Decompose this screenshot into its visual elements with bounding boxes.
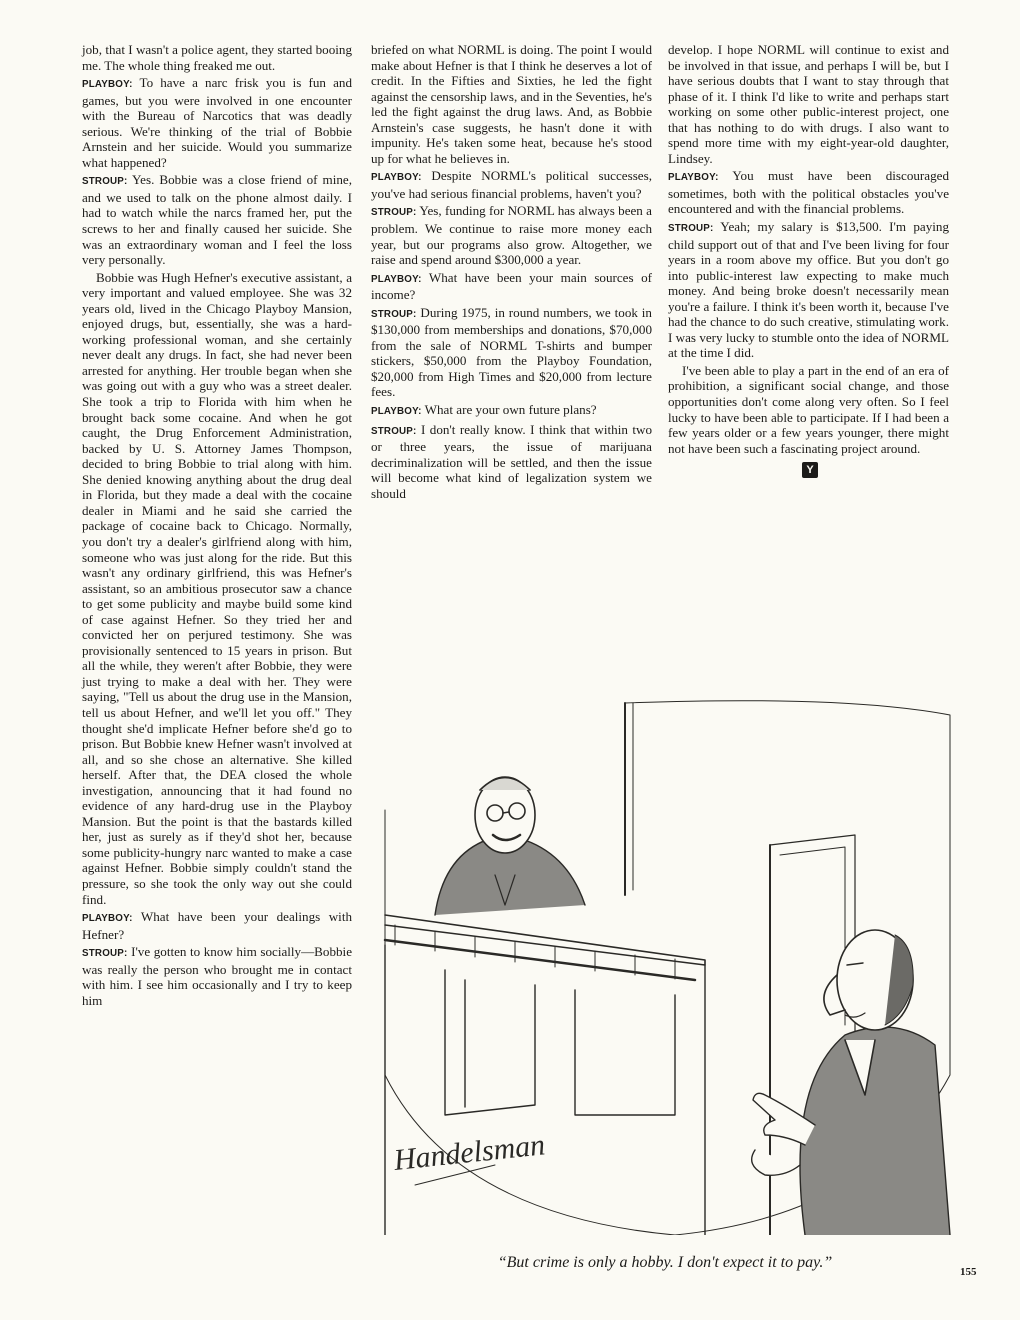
playboy-end-mark-icon: Y [802, 462, 818, 478]
speaker-label: STROUP: [82, 176, 128, 188]
page-number: 155 [960, 1266, 977, 1278]
paragraph [371, 422, 652, 502]
paragraph [371, 402, 652, 420]
paragraph-text: You must have been discouraged sometimes, both with the political obstacles you've encountered and with the financial problems. [668, 168, 949, 217]
paragraph-text: briefed on what NORML is doing. The point I would make about Hefner is that I think he deserves a lot of credit. In the Fifties and Sixties, he led the fight against the censorship laws, and in the Seventies, he's led the fight against the drug laws. And, as Bobbie Arnstein's case suggests, he hasn't done it with impunity. He's taken some heat, because he's stood up for what he believes in. [371, 42, 652, 166]
paragraph [82, 42, 352, 73]
cartoon-illustration [375, 695, 955, 1235]
paragraph-text: Despite NORML's political successes, you've had serious financial problems, haven't you? [371, 168, 652, 201]
paragraph [371, 305, 652, 400]
paragraph-text: job, that I wasn't a police agent, they started booing me. The whole thing freaked me out. [82, 42, 352, 73]
paragraph [371, 42, 652, 166]
paragraph [82, 172, 352, 267]
paragraph [82, 944, 352, 1008]
paragraph [371, 168, 652, 201]
speaker-label: PLAYBOY: [668, 172, 719, 184]
cartoon-caption: “But crime is only a hobby. I don't expect it to pay.” [497, 1254, 833, 1271]
paragraph-text: I don't really know. I think that within two or three years, the issue of marijuana decriminalization will be settled, and then the issue will become what kind of legalization system we should [371, 421, 652, 501]
paragraph-text: What have been your dealings with Hefner? [82, 909, 352, 942]
paragraph-text: Yes. Bobbie was a close friend of mine, and we used to talk on the phone almost daily. I had to watch while the narcs framed her, put the screws to her and finally caused her suicide. She was an extraordinary woman and I feel the loss very personally. [82, 172, 352, 268]
paragraph-text: Bobbie was Hugh Hefner's executive assistant, a very important and valued employee. She was 32 years old, lived in the Chicago Playboy Mansion, enjoyed drugs, but, essentially, she was a hard-working professional woman, and she certainly never dealt any drugs. In fact, she had never been arrested for anything. Her trouble began when she was going out with a guy who was a street dealer. She took a trip to Florida with him when he brought back some cocaine. And when he got caught, the Drug Enforcement Administration, backed by U. S. Attorney James Thompson, decided to bring Bobbie to trial along with him. She denied knowing anything about the drug deal in Florida, but they made a deal with the cocaine dealer in Miami and he said she carried the package of cocaine back to Chicago. Normally, you don't try a dealer's girlfriend along with him, someone who was just along for the ride. But this wasn't any ordinary girlfriend, this was Hefner's assistant, so an ambitious prosecutor saw a chance to get some publicity and maybe build some kind of case against Hefner. So they tried her and convicted her on perjured testimony. She was provisionally sentenced to 15 years in prison. But all the while, they weren't after Bobbie, they were just trying to make a deal with her. They were saying, "Tell us about the drug use in the Mansion, tell us about Hefner, and we'll let you off." They thought she'd implicate Hefner before she'd go to prison. But Bobbie knew Hefner wasn't involved at all, and so she chose an alternative. She killed herself. After that, the DEA closed the whole investigation, announcing that it had found no evidence of any hard-drug use in the Playboy Mansion. But the point is that the bastards killed her, just as surely as if they'd shot her, because some publicity-hungry narc wanted to make a case against Hefner. Bobbie simply couldn't stand the pressure, so she took the only way out she could find. [82, 269, 352, 907]
speaker-label: PLAYBOY: [82, 79, 133, 91]
paragraph-text: develop. I hope NORML will continue to exist and be involved in that issue, and perhaps I will be, but I have serious doubts that I want to stay through that phase of it. I think I'd like to write and perhaps start working on some other public-interest project, one that has nothing to do with drugs. I also want to spend more time with my eight-year-old daughter, Lindsey. [668, 42, 949, 166]
article-column-1 [82, 42, 352, 1008]
speaker-label: STROUP: [371, 425, 417, 437]
speaker-label: STROUP: [371, 308, 417, 320]
paragraph [668, 363, 949, 456]
paragraph [82, 75, 352, 170]
speaker-label: PLAYBOY: [82, 913, 133, 925]
paragraph-text: I've gotten to know him socially—Bobbie was really the person who brought me in contact with him. I see him occasionally and I try to keep him [82, 944, 353, 1008]
paragraph-text: What are your own future plans? [424, 402, 597, 418]
paragraph-text: To have a narc frisk you is fun and games, but you were involved in one encounter with the Bureau of Narcotics that was deadly serious. We're thinking of the trial of Bobbie Arnstein and her suicide. Would you summarize what happened? [82, 75, 352, 170]
speaker-label: STROUP: [371, 207, 417, 219]
paragraph [371, 203, 652, 267]
speaker-label: PLAYBOY: [371, 172, 422, 184]
speaker-label: STROUP: [82, 948, 128, 960]
article-column-2 [371, 42, 652, 501]
paragraph-text: What have been your main sources of income? [371, 269, 652, 303]
speaker-label: PLAYBOY: [371, 273, 422, 285]
paragraph-text: Yeah; my salary is $13,500. I'm paying child support out of that and I've been living for four years in a room above my office. But you don't go into public-interest law expecting to make much money. And being broke doesn't necessarily mean you're a failure. I think it's been worth it, because I've had the chance to do such creative, stimulating work. I was very lucky to stumble onto the idea of NORML at the time I did. [668, 219, 949, 361]
paragraph-text: Yes, funding for NORML has always been a problem. We continue to raise more money each year, but our programs also grow. Altogether, we raise and spend around $300,000 a year. [371, 203, 652, 268]
paragraph [668, 219, 949, 361]
paragraph-text: During 1975, in round numbers, we took in $130,000 from memberships and donations, $70,000 from the sale of NORML T-shirts and bumper stickers, $50,000 from the Playboy Foundation, $20,000 from High Times and $20,000 from lecture fees. [371, 304, 652, 400]
paragraph [668, 168, 949, 217]
paragraph [371, 270, 652, 303]
article-column-3-body [668, 42, 949, 456]
paragraph [668, 42, 949, 166]
speaker-label: STROUP: [668, 223, 714, 235]
article-column-3 [668, 42, 949, 478]
paragraph [82, 270, 352, 907]
speaker-label: PLAYBOY: [371, 406, 422, 418]
paragraph [82, 909, 352, 942]
paragraph-text: I've been able to play a part in the end of an era of prohibition, a significant social change, and those opportunities don't come along very often. So I feel lucky to have been able to participate. If I had been a few years older or a few years younger, there might not have been such a fascinating project around. [668, 362, 949, 456]
cartoonist-signature: Handelsman [392, 1128, 547, 1177]
